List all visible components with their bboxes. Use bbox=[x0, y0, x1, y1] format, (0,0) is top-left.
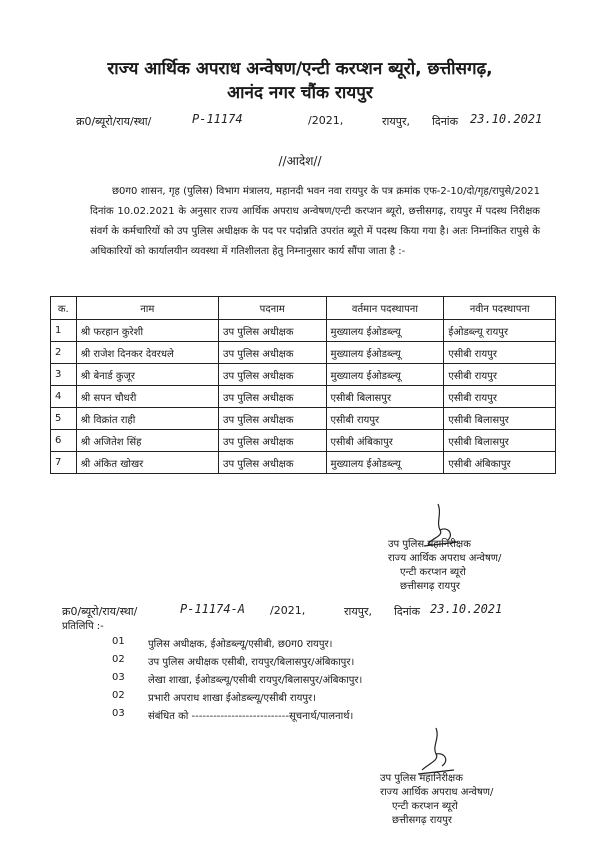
cell-current-posting: मुख्यालय ईओडब्ल्यू bbox=[326, 364, 444, 386]
signature-block-1 bbox=[388, 538, 501, 594]
copy-recipient: उप पुलिस अधीक्षक एसीबी, रायपुर/बिलासपुर/अंबिकापुर। bbox=[148, 657, 355, 668]
cell-name: श्री अजितेश सिंह bbox=[76, 430, 218, 452]
copy-reference-prefix: क्र0/ब्यूरो/राय/स्था/ bbox=[62, 605, 138, 618]
cell-designation: उप पुलिस अधीक्षक bbox=[218, 320, 326, 342]
header-new-posting: नवीन पदस्थापना bbox=[444, 297, 556, 320]
signatory-location: छत्तीसगढ़ रायपुर bbox=[400, 581, 460, 592]
copy-recipient: पुलिस अधीक्षक, ईओडब्ल्यू/एसीबी, छ0ग0 रायपुर। bbox=[148, 639, 333, 650]
copy-number: 02 bbox=[112, 690, 125, 701]
cell-serial: 7 bbox=[51, 452, 77, 474]
officers-table bbox=[50, 296, 556, 474]
cell-serial: 6 bbox=[51, 430, 77, 452]
cell-new-posting: एसीबी बिलासपुर bbox=[444, 430, 556, 452]
cell-designation: उप पुलिस अधीक्षक bbox=[218, 364, 326, 386]
table-row bbox=[51, 452, 556, 474]
cell-current-posting: एसीबी रायपुर bbox=[326, 408, 444, 430]
cell-new-posting: एसीबी बिलासपुर bbox=[444, 408, 556, 430]
table-header-row bbox=[51, 297, 556, 320]
signatory-title: उप पुलिस महानिरीक्षक bbox=[380, 773, 463, 784]
signatory-location: छत्तीसगढ़ रायपुर bbox=[392, 815, 452, 826]
cell-serial: 3 bbox=[51, 364, 77, 386]
order-body bbox=[90, 182, 540, 262]
cell-name: श्री विक्रांत राही bbox=[76, 408, 218, 430]
reference-prefix: क्र0/ब्यूरो/राय/स्था/ bbox=[76, 115, 152, 128]
copy-number: 02 bbox=[112, 654, 125, 665]
table-row bbox=[51, 364, 556, 386]
table-row bbox=[51, 320, 556, 342]
cell-designation: उप पुलिस अधीक्षक bbox=[218, 386, 326, 408]
header-line-1: राज्य आर्थिक अपराध अन्वेषण/एन्टी करप्शन ब्यूरो, छत्तीसगढ़, bbox=[107, 59, 493, 79]
header-current-posting: वर्तमान पदस्थापना bbox=[326, 297, 444, 320]
copy-label: प्रतिलिपि :- bbox=[62, 621, 104, 632]
copy-number: 03 bbox=[112, 672, 125, 683]
copy-recipient: प्रभारी अपराध शाखा ईओडब्ल्यू/एसीबी रायपुर। bbox=[148, 693, 316, 704]
cell-name: श्री अंकित खोखर bbox=[76, 452, 218, 474]
cell-name: श्री फरहान कुरेशी bbox=[76, 320, 218, 342]
cell-new-posting: एसीबी रायपुर bbox=[444, 342, 556, 364]
cell-name: श्री बेनार्ड कुजूर bbox=[76, 364, 218, 386]
copy-number: 01 bbox=[112, 636, 125, 647]
signature-mark-2 bbox=[410, 726, 470, 778]
cell-serial: 2 bbox=[51, 342, 77, 364]
signatory-bureau: एन्टी करप्शन ब्यूरो bbox=[392, 801, 458, 812]
cell-designation: उप पुलिस अधीक्षक bbox=[218, 452, 326, 474]
order-body-text: छ0ग0 शासन, गृह (पुलिस) विभाग मंत्रालय, महानदी भवन नवा रायपुर के पत्र क्रमांक एफ-2-10/दो/गृह/रापुसे/2021 दिनांक 10.02.2021 के अनुसार राज्य आर्थिक अपराध अन्वेषण/एन्टी करप्शन ब्यूरो, छत्तीसगढ़, रायपुर में पदस्थ निरीक्षक संवर्ग के कर्मचारियों को उप पुलिस अधीक्षक के पद पर पदोन्नति उपरांत ब्यूरो में पदस्थ किया गया है। अतः निम्नांकित रापुसे के अधिकारियों को कार्यालयीन व्यवस्था में गतिशीलता हेतु निम्नानुसार कार्य सौंपा जाता है :- bbox=[90, 186, 540, 257]
reference-date: 23.10.2021 bbox=[470, 112, 543, 126]
copy-reference-year: /2021, bbox=[270, 604, 306, 617]
cell-current-posting: एसीबी अंबिकापुर bbox=[326, 430, 444, 452]
reference-number: P-11174 bbox=[192, 112, 243, 126]
cell-current-posting: मुख्यालय ईओडब्ल्यू bbox=[326, 320, 444, 342]
cell-new-posting: एसीबी अंबिकापुर bbox=[444, 452, 556, 474]
table-row bbox=[51, 386, 556, 408]
table-row bbox=[51, 430, 556, 452]
copy-reference-place: रायपुर, bbox=[344, 605, 372, 618]
table-row bbox=[51, 408, 556, 430]
cell-serial: 1 bbox=[51, 320, 77, 342]
order-heading: //आदेश// bbox=[278, 154, 322, 168]
reference-date-label: दिनांक bbox=[432, 115, 459, 128]
copy-recipient: संबंधित को ---------------------------सूचनार्थ/पालनार्थ। bbox=[148, 711, 354, 722]
cell-current-posting: मुख्यालय ईओडब्ल्यू bbox=[326, 342, 444, 364]
copy-recipient: लेखा शाखा, ईओडब्ल्यू/एसीबी रायपुर/बिलासपुर/अंबिकापुर। bbox=[148, 675, 363, 686]
signatory-department: राज्य आर्थिक अपराध अन्वेषण/ bbox=[380, 787, 494, 798]
cell-designation: उप पुलिस अधीक्षक bbox=[218, 408, 326, 430]
copy-number: 03 bbox=[112, 708, 125, 719]
header-name: नाम bbox=[76, 297, 218, 320]
copy-reference-date: 23.10.2021 bbox=[430, 602, 503, 616]
cell-new-posting: एसीबी रायपुर bbox=[444, 364, 556, 386]
cell-name: श्री सपन चौधरी bbox=[76, 386, 218, 408]
cell-new-posting: ईओडब्ल्यू रायपुर bbox=[444, 320, 556, 342]
cell-current-posting: मुख्यालय ईओडब्ल्यू bbox=[326, 452, 444, 474]
table-row bbox=[51, 342, 556, 364]
cell-serial: 5 bbox=[51, 408, 77, 430]
cell-designation: उप पुलिस अधीक्षक bbox=[218, 342, 326, 364]
header-line-2: आनंद नगर चौंक रायपुर bbox=[227, 83, 373, 103]
cell-current-posting: एसीबी बिलासपुर bbox=[326, 386, 444, 408]
cell-new-posting: एसीबी रायपुर bbox=[444, 386, 556, 408]
header-serial: क. bbox=[51, 297, 77, 320]
signature-block-2 bbox=[380, 772, 493, 828]
signatory-bureau: एन्टी करप्शन ब्यूरो bbox=[400, 567, 466, 578]
reference-place: रायपुर, bbox=[382, 115, 410, 128]
signatory-department: राज्य आर्थिक अपराध अन्वेषण/ bbox=[388, 553, 502, 564]
reference-year: /2021, bbox=[308, 114, 344, 127]
copy-reference-date-label: दिनांक bbox=[394, 605, 421, 618]
cell-designation: उप पुलिस अधीक्षक bbox=[218, 430, 326, 452]
signatory-title: उप पुलिस महानिरीक्षक bbox=[388, 539, 471, 550]
copy-reference-number: P-11174-A bbox=[180, 602, 246, 616]
header-designation: पदनाम bbox=[218, 297, 326, 320]
cell-name: श्री राजेश दिनकर देवरधले bbox=[76, 342, 218, 364]
cell-serial: 4 bbox=[51, 386, 77, 408]
